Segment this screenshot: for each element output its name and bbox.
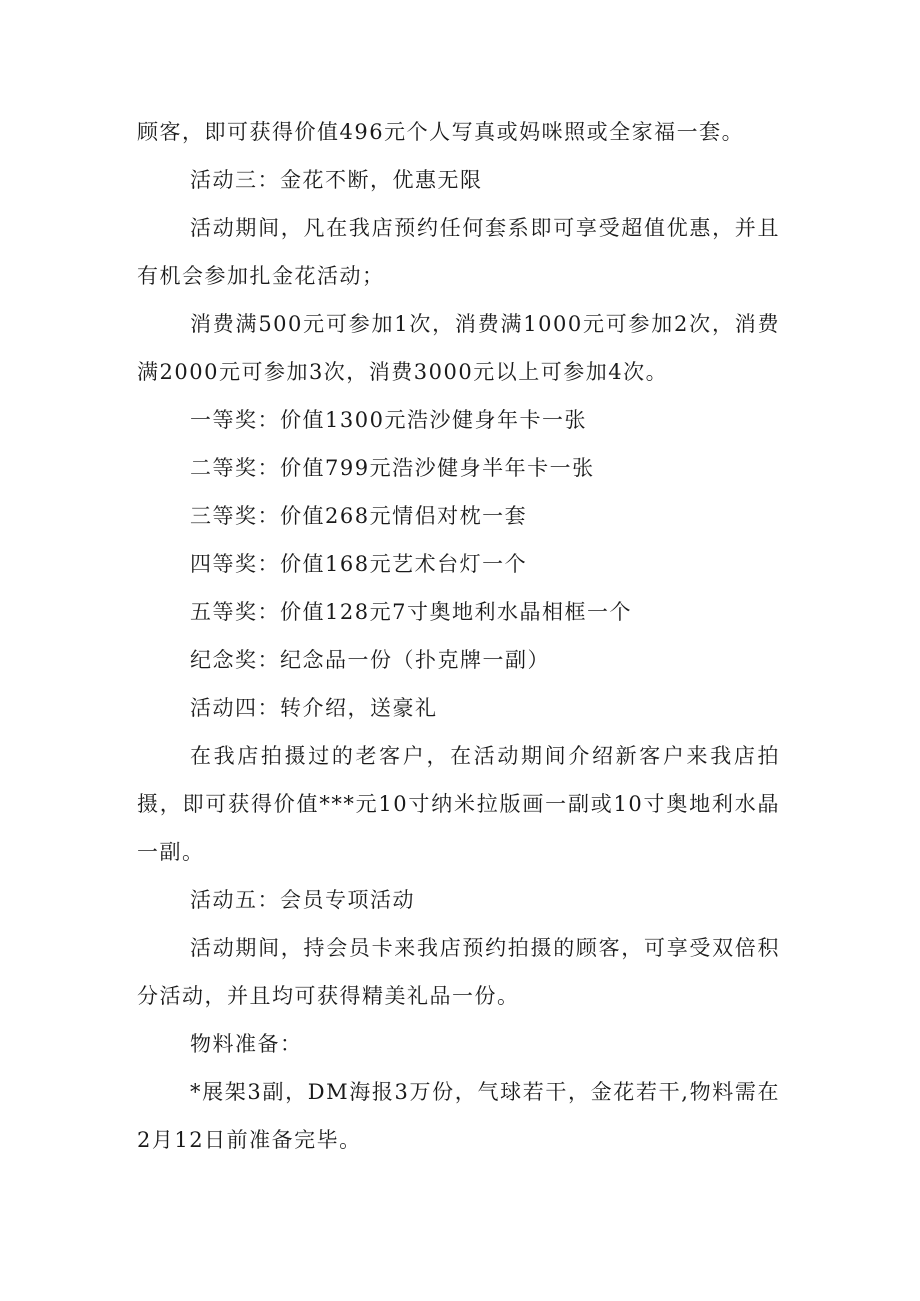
heading-materials: 物料准备：	[190, 1032, 303, 1056]
paragraph-referral-desc: 在我店拍摄过的老客户，在活动期间介绍新客户来我店拍摄，即可获得价值***元10寸纳米拉版画一副或10寸奥地利水晶一副。	[137, 744, 780, 864]
prize-fourth: 四等奖：价值168元艺术台灯一个	[190, 552, 528, 576]
paragraph-activity-three-desc: 活动期间，凡在我店预约任何套系即可享受超值优惠，并且有机会参加扎金花活动；	[137, 216, 780, 288]
heading-activity-five: 活动五：会员专项活动	[190, 888, 415, 912]
document-body	[137, 108, 780, 1164]
heading-activity-three: 活动三：金花不断，优惠无限	[190, 168, 483, 192]
prize-fifth: 五等奖：价值128元7寸奥地利水晶相框一个	[190, 600, 632, 624]
prize-second: 二等奖：价值799元浩沙健身半年卡一张	[190, 456, 595, 480]
prize-third: 三等奖：价值268元情侣对枕一套	[190, 504, 528, 528]
prize-commemorative: 纪念奖：纪念品一份（扑克牌一副）	[190, 648, 550, 672]
paragraph-member-desc: 活动期间，持会员卡来我店预约拍摄的顾客，可享受双倍积分活动，并且均可获得精美礼品一份。	[137, 936, 780, 1008]
prize-first: 一等奖：价值1300元浩沙健身年卡一张	[190, 408, 587, 432]
paragraph-materials-desc: *展架3副，DM海报3万份，气球若干，金花若干,物料需在2月12日前准备完毕。	[137, 1080, 780, 1152]
paragraph-continuation: 顾客，即可获得价值496元个人写真或妈咪照或全家福一套。	[137, 120, 745, 144]
heading-activity-four: 活动四：转介绍，送豪礼	[190, 696, 438, 720]
paragraph-spending-tiers: 消费满500元可参加1次，消费满1000元可参加2次，消费满2000元可参加3次，消费3000元以上可参加4次。	[137, 312, 780, 384]
